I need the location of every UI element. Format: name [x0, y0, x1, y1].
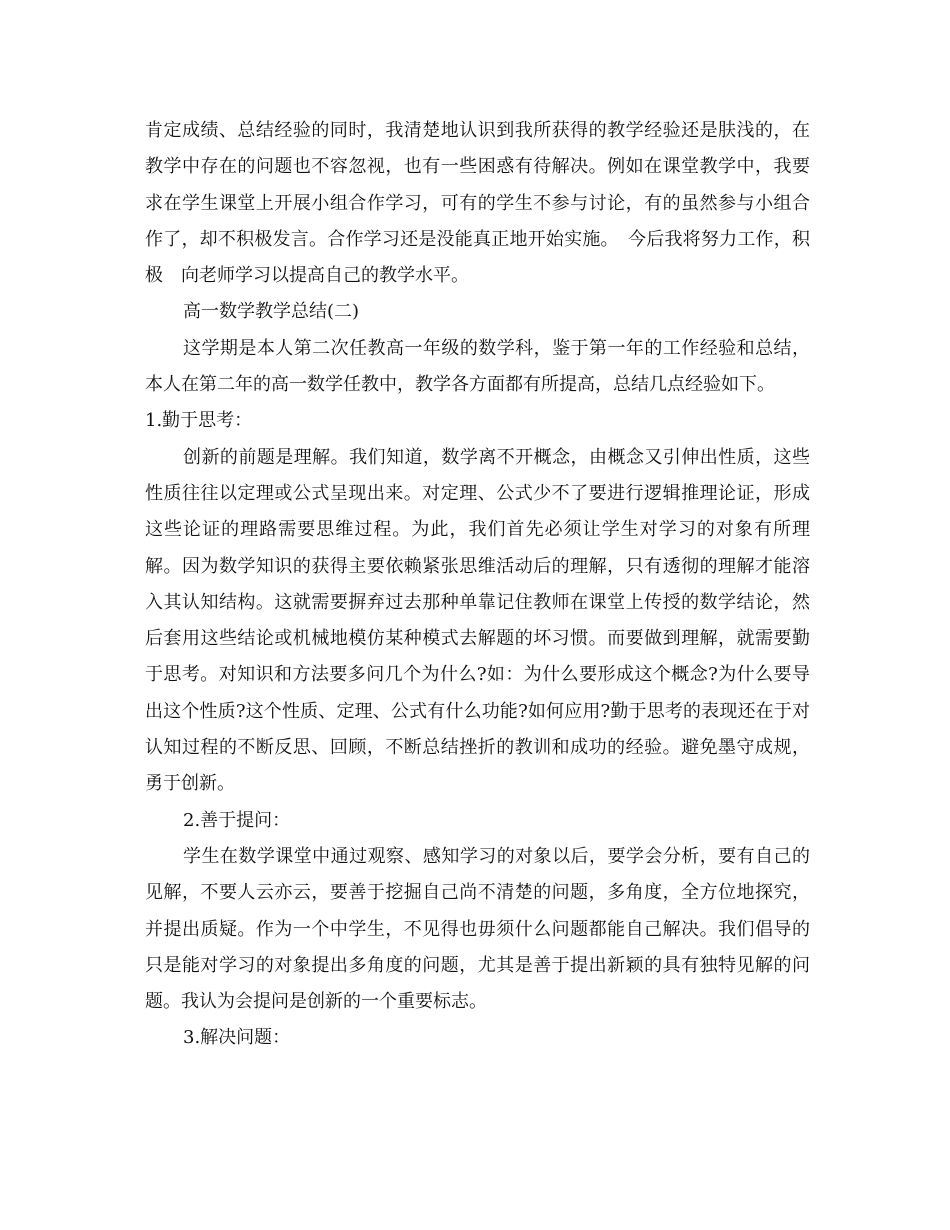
point-3-heading: 3.解决问题： — [183, 1027, 291, 1049]
paragraph-overview: 这学期是本人第二次任教高一年级的数学科，鉴于第一年的工作经验和总结，本人在第二年的高一数学任教中，教学各方面都有所提高，总结几点经验如下。 — [145, 337, 810, 396]
paragraph-point-1: 创新的前题是理解。我们知道，数学离不开概念，由概念又引伸出性质，这些性质往往以定理或公式呈现出来。对定理、公式少不了要进行逻辑推理论证，形成这些论证的理路需要思维过程。为此，我们首先必须让学生对学习的对象有所理解。因为数学知识的获得主要依赖紧张思维活动后的理解，只有透彻的理解才能溶入其认知结构。这就需要摒弃过去那种单靠记住教师在课堂上传授的数学结论，然后套用这些结论或机械地模仿某种模式去解题的坏习惯。而要做到理解，就需要勤于思考。对知识和方法要多问几个为什么?如：为什么要形成这个概念?为什么要导出这个性质?这个性质、定理、公式有什么功能?如何应用?勤于思考的表现还在于对认知过程的不断反思、回顾，不断总结挫折的教训和成功的经验。避免墨守成规，勇于创新。 — [145, 446, 810, 795]
paragraph-point-2: 学生在数学课堂中通过观察、感知学习的对象以后，要学会分析，要有自己的见解，不要人云亦云，要善于挖掘自己尚不清楚的问题，多角度，全方位地探究，并提出质疑。作为一个中学生，不见得也毋须什么问题都能自己解决。我们倡导的只是能对学习的对象提出多角度的问题，尤其是善于提出新颖的具有独特见解的问题。我认为会提问是创新的一个重要标志。 — [145, 845, 810, 1013]
point-2-heading: 2.善于提问： — [183, 809, 291, 831]
paragraph-intro: 肯定成绩、总结经验的同时，我清楚地认识到我所获得的教学经验还是肤浅的，在教学中存在的问题也不容忽视，也有一些困惑有待解决。例如在课堂教学中，我要求在学生课堂上开展小组合作学习，可有的学生不参与讨论，有的虽然参与小组合作了，却不积极发言。合作学习还是没能真正地开始实施。 今后我将努力工作，积极 向老师学习以提高自己的教学水平。 — [145, 120, 810, 287]
section-heading: 高一数学教学总结(二) — [183, 301, 360, 323]
document-body — [145, 113, 810, 1057]
point-1-heading: 1.勤于思考： — [145, 410, 253, 432]
